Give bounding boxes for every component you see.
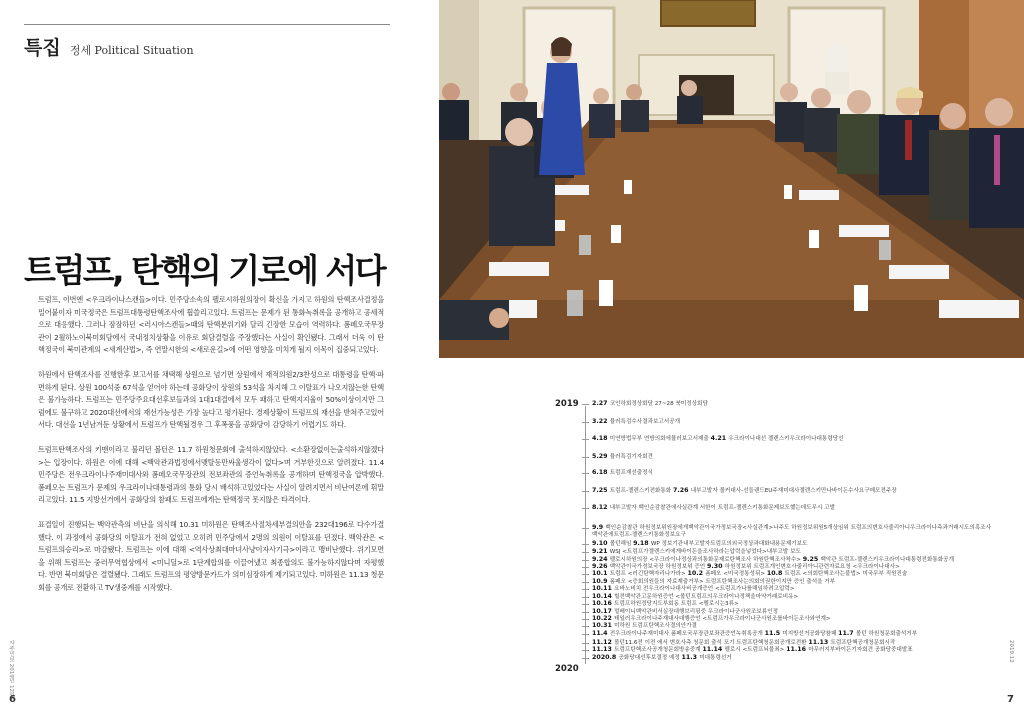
section-subtitle: 정세 Political Situation — [69, 44, 194, 57]
article-headline: 트럼프, 탄핵의 기로에 서다 — [24, 251, 385, 290]
timeline-event: 내부고발자 볼커대사-선들랜드EU주재미대사젤렌스키만나바이든수사요구메모전주장 — [690, 488, 897, 494]
timeline-date: 9.24 — [592, 556, 610, 563]
timeline-event: 백악관이국가정보국장 하원정보위 증언 — [609, 564, 707, 570]
timeline-date: 11.3 — [681, 654, 700, 661]
timeline-entry — [592, 469, 992, 477]
timeline-date: 9.25 — [802, 556, 821, 563]
timeline-date: 9.21 — [592, 548, 610, 555]
timeline-year: 2019 — [555, 399, 579, 409]
timeline-date: 11.16 — [786, 646, 809, 653]
timeline-date: 9.26 — [592, 563, 610, 570]
photo-illustration — [439, 0, 1024, 358]
timeline-event: 펠로시하원의장 <우크라이나정상과의통화문제로탄핵조사 하원탄핵조사착수> — [609, 557, 803, 563]
timeline-date: 10.16 — [592, 600, 615, 607]
body-paragraph: 트럼프, 이번엔 <우크라이나스캔들>이다. 민주당소속의 펠로시하원의장이 확신을 가지고 하원의 탄핵조사결정을 밀어붙이자 미국정국은 트럼프대통령탄핵조사에 휩쓸리고있다. 트럼프는 문제가 된 통화녹취록을 공개하고 공세적으로 대응했다. 그러나 잠잠하던 <러시아스캔들>때의 탄핵분위기와 달리 긴장한 모습이 역력하다. 폼페오국무장관이 2월하노이북미회담에서 국내정치상황을 이유로 회담결렬을 주장했다는 사실이 확인됐다. 그래서 더욱 이 탄핵정국이 북미관계의 <새계산법>, 즉 연말시한의 <새로운길>에 어떤 영향을 미치게 될지 이목이 집중되고있다. — [38, 295, 384, 355]
timeline-event: 요바노비치 전우크라이나대사비공개증언 <트럼프가나를해임하려고압력> — [614, 586, 795, 592]
timeline-tick — [582, 643, 589, 644]
timeline-event: 트럼프하원정당지도부회동 트럼프 <펠로시는3류> — [614, 601, 739, 607]
timeline-event: 미대통령선거 — [699, 655, 732, 661]
timeline-tick — [582, 508, 589, 509]
timeline-date: 2020.8 — [592, 654, 619, 661]
timeline-event: 펠로시 <트럼프뇌물죄> — [724, 647, 787, 653]
timeline-tick — [582, 473, 589, 474]
timeline-tick — [582, 604, 589, 605]
timeline-event: 미연방법무부 연방의회에뮬러보고서제출 — [609, 436, 711, 442]
timeline-entry — [592, 487, 992, 495]
timeline-tick — [582, 404, 589, 405]
timeline-tick — [582, 528, 589, 529]
timeline-date: 10.2 — [687, 570, 706, 577]
timeline-date: 3.22 — [592, 418, 610, 425]
timeline-date: 9.10 — [592, 540, 610, 547]
timeline-event: 트럼프재선출정식 — [609, 470, 653, 476]
timeline-event: 하원정보위 트럼프개인변호사줄리아니관련자료요청 <우크라이나대사> — [724, 564, 900, 570]
timeline-date: 4.18 — [592, 435, 610, 442]
article-body — [38, 294, 384, 606]
timeline-event: 전우크라이나주재미대사 폼페오국무장관보좌관증언녹취록공개 — [609, 631, 765, 637]
timeline-event: 뮬러특검기자회견 — [609, 454, 653, 460]
timeline-tick — [582, 650, 589, 651]
timeline-event: 볼턴 하원청문회출석거부 — [855, 631, 918, 637]
timeline-event: 트럼프탄핵조사공개청문회방송중계 — [614, 647, 703, 653]
timeline-date: 10.17 — [592, 608, 615, 615]
timeline-tick — [582, 552, 589, 553]
issue-date-note: 2019.12 — [1008, 640, 1014, 663]
timeline-event: WP 정보기관내부고발자트럼프의외국정상과대화내용문제기보도 — [650, 541, 808, 547]
timeline-event: 우크라이나대선 젤렌스키우크라이나대통령당선 — [728, 436, 844, 442]
timeline-entry — [592, 453, 992, 461]
timeline-tick — [582, 560, 589, 561]
timeline-event: 힐전백악관고문하원증언 <볼턴트럼프의우크라이나정책을마약거래로비유> — [614, 594, 799, 600]
timeline-date: 5.29 — [592, 453, 610, 460]
body-paragraph: 트럼프탄핵조사의 키맨이라고 불리던 볼턴은 11.7 하원청문회에 출석하지않았다. <소환장없이는출석하지않겠다>는 입장이다. 하원은 이에 대해 <백악관과법정에서맺탈등만싸울생각이 없다>며 거부한것으로 알려졌다. 11.4 민주당은 전우크라이나주재미대사와 폼페오국무장관의 전보좌관의 증언녹취록을 공개하며 탄핵정국을 압박했다. 폼페오는 트럼프가 문제의 우크라이나대통령과의 통화 당시 배석하고있었다는 사실이 알려지면서 비난여론에 휘말리고있다. 11.5 지방선거에서 공화당의 참패도 트럼프에게는 탄핵정국 못지않은 타격이다. — [38, 444, 384, 505]
timeline-tick — [582, 619, 589, 620]
page-number-left: 6 — [9, 694, 16, 705]
timeline-event: 백인순감찰관 하원정보위원장에게백악관이국가정보국장<사실관계>나주도 하원정보위원5개상임위 트럼프의변호사줄리아니우크라이나측과거래시도의혹조사 백악관에트럼프-젤렌스키통화정보요구 — [592, 525, 992, 539]
timeline-event: 멀베이니백악관비서실장대행브리핑중 우크라이나군사원조보류인정 — [614, 609, 779, 615]
timeline-event: 폼페오 <증회의원들의 자료제출거부> 트럼프탄핵조사는의회의권한이지만 증인 출석을 거부 — [609, 579, 836, 585]
timeline-event: WSJ <트럼프가젤렌스키에게바이든을조사하라는압력을넣었다>내부고발 보도 — [609, 549, 801, 555]
timeline-date: 2.27 — [592, 400, 610, 407]
timeline-tick — [582, 544, 589, 545]
timeline-date: 11.14 — [702, 646, 725, 653]
timeline-date: 8.12 — [592, 504, 610, 511]
timeline-entry — [592, 654, 992, 662]
timeline-tick — [582, 612, 589, 613]
timeline — [555, 396, 995, 706]
right-margin-note — [1008, 640, 1018, 700]
timeline-tick — [582, 589, 589, 590]
page-number-right: 7 — [1007, 694, 1014, 705]
timeline-date: 10.31 — [592, 622, 615, 629]
timeline-date: 11.4 — [592, 630, 610, 637]
timeline-year: 2020 — [555, 664, 579, 674]
timeline-date: 10.9 — [592, 578, 610, 585]
timeline-date: 7.26 — [672, 487, 691, 494]
timeline-date: 10.11 — [592, 585, 615, 592]
timeline-entry — [592, 400, 992, 408]
timeline-entry — [592, 418, 992, 426]
section-title: 특집 — [24, 37, 61, 59]
body-paragraph: 표결일이 진행되는 백악관측의 비난을 의식해 10.31 미하원은 탄핵조사절차세부결의안을 232대196로 다수가결했다. 이 과정에서 공화당의 이탈표가 전혀 없었고 오히려 민주당에서 2명의 의원이 이탈표를 던졌다. 백악관은 <트럼프의승리>로 마감됐다. 트럼프는 이에 대해 <역사상최대마녀사냥이자사기극>이라고 맹비난했다. 위기모면을 위해 트럼프는 중러무역협상에서 <미니딜>로 1단계합의를 이끌어냈고 최종합의도 불가능하지않다며 자평했다. 반면 북미회담은 결렬됐다. 그래도 트럼프의 평양방문카드가 의미심장하게 제기되고있다. 미하원은 11.13 청문회를 공개로 전환하고 TV생중계를 시작했다. — [38, 519, 384, 592]
timeline-date: 10.8 — [766, 570, 785, 577]
timeline-tick — [582, 567, 589, 568]
timeline-tick — [582, 626, 589, 627]
timeline-date: 11.13 — [592, 646, 615, 653]
timeline-date: 11.12 — [592, 639, 615, 646]
timeline-tick — [582, 634, 589, 635]
timeline-tick — [582, 658, 589, 659]
cabinet-meeting-photo — [439, 0, 1024, 358]
timeline-date: 10.14 — [592, 593, 615, 600]
timeline-event: 테일러우크라이나주재대사대행증언 <트럼프가우크라이나군사원조를바이든조사와연계> — [614, 616, 831, 622]
timeline-event: 트럼프탄핵공개청문회시작 — [830, 640, 896, 646]
timeline-event: 트럼프 <러긴탄핵자리나가라> — [609, 571, 688, 577]
timeline-date: 9.18 — [633, 540, 651, 547]
timeline-event: 공화당대선후보결정 예정 — [618, 655, 682, 661]
timeline-date: 10.1 — [592, 570, 610, 577]
publication-note: 자주민보 2019년 12월 — [8, 640, 14, 698]
timeline-date: 10.22 — [592, 615, 615, 622]
timeline-tick — [582, 582, 589, 583]
timeline-entry — [592, 435, 992, 443]
timeline-event: 백악관 트럼프-젤렌스키우크라이나대통령전화통화공개 — [820, 557, 954, 563]
timeline-event: 트럼프-젤렌스키전화통화 — [609, 488, 673, 494]
timeline-entry — [592, 524, 992, 540]
timeline-event: 폼페오 <미국정통성뒤> — [705, 571, 767, 577]
timeline-event: 볼턴해임 — [609, 541, 634, 547]
timeline-date: 11.13 — [808, 639, 831, 646]
body-paragraph: 하원에서 탄핵조사를 진행한후 보고서를 채택해 상원으로 넘기면 상원에서 재적의원2/3찬성으로 대통령을 탄핵·파면하게 된다. 상원 100석중 67석을 얻어야 하는데 공화당이 상원의 53석을 차지해 그 이탈표가 나오지않는한 탄핵은 불가능하다. 트럼프는 민주당주요대선후보들과의 1대1대결에서 모두 패하고 탄핵지지율이 50%이상이지만 그럼에도 불구하고 2020대선에서의 재선가능성은 가장 높다고 평가된다. 경제상황이 트럼프의 재선을 받쳐주고있어서다. 대선을 1년남겨둔 상황에서 트럼프가 탄핵될경우 그 후폭풍을 공화당이 감당하기 어렵기도 하다. — [38, 369, 384, 430]
timeline-tick — [582, 457, 589, 458]
timeline-date: 9.9 — [592, 524, 606, 531]
timeline-event: 마무러지부바이든기자회견 공화당중대발표 — [808, 647, 913, 653]
timeline-event: 트럼프 <의회탄핵조사는불법> 미국무부 직원진술 — [784, 571, 908, 577]
timeline-event: 미하원 트럼프탄핵조사결의안가결 — [614, 623, 697, 629]
timeline-event: 코인하회정상회담 27~28 북미정상회담 — [609, 401, 708, 407]
timeline-tick — [582, 597, 589, 598]
timeline-tick — [582, 491, 589, 492]
timeline-date: 4.21 — [710, 435, 729, 442]
timeline-event: 뮬러특검수사결과보고서공개 — [609, 419, 680, 425]
timeline-date: 6.18 — [592, 469, 610, 476]
timeline-tick — [582, 422, 589, 423]
timeline-tick — [582, 439, 589, 440]
timeline-event: 미지방선거공화당참패 — [782, 631, 839, 637]
timeline-entry — [592, 630, 992, 638]
timeline-event: 볼턴11.6전 이전 에서 변호사측 청문회 출석 포기 트럼프탄핵청문회공개로전환 — [614, 640, 809, 646]
top-rule — [24, 24, 390, 25]
section-label — [24, 33, 194, 60]
timeline-date: 11.5 — [764, 630, 783, 637]
timeline-tick — [582, 574, 589, 575]
timeline-entry — [592, 504, 992, 512]
timeline-date: 11.7 — [838, 630, 856, 637]
timeline-date: 9.30 — [706, 563, 725, 570]
timeline-event: 내부고발자 백인순감찰관에사실관계 서한이 트럼프-젤렌스키통화문제보도했는데도무시 고발 — [609, 505, 836, 511]
timeline-date: 7.25 — [592, 487, 610, 494]
